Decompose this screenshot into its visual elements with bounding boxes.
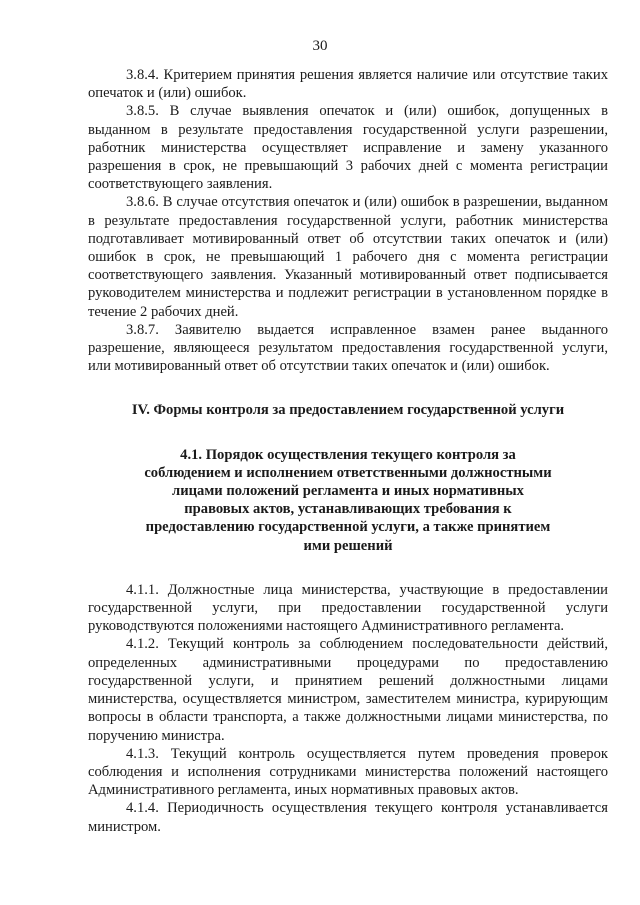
spacer bbox=[88, 420, 608, 446]
subsection-heading: 4.1. Порядок осуществления текущего контроля за соблюдением и исполнением ответственными должностными лицами положений регламента и иных нормативных правовых актов, устанавливающих требования к предоставлению государственной услуги, а также принятием ими решений bbox=[144, 446, 552, 554]
spacer bbox=[88, 555, 608, 581]
paragraph-3-8-6: 3.8.6. В случае отсутствия опечаток и (или) ошибок в разрешении, выданном в результате предоставления государственной услуги, работник министерства подготавливает мотивированный ответ об отсутствии таких опечаток и (или) ошибок в срок, не превышающий 1 рабочего дня с момента регистрации соответствующего заявления. Указанный мотивированный ответ подписывается руководителем министерства и подлежит регистрации в установленном порядке в течение 2 рабочих дней. bbox=[88, 194, 608, 320]
paragraph-3-8-5: 3.8.5. В случае выявления опечаток и (или) ошибок, допущенных в выданном в результате предоставления государственной услуги разрешении, работник министерства осуществляет исправление и замену указанного разрешения в срок, не превышающий 3 рабочих дней с момента регистрации соответствующего заявления. bbox=[88, 103, 608, 193]
paragraph-3-8-7: 3.8.7. Заявителю выдается исправленное взамен ранее выданного разрешение, являющееся результатом предоставления государственной услуги, или мотивированный ответ об отсутствии таких опечаток и (или) ошибок. bbox=[88, 321, 608, 375]
paragraph-4-1-3: 4.1.3. Текущий контроль осуществляется путем проведения проверок соблюдения и исполнения сотрудниками министерства положений настоящего Административного регламента, иных нормативных правовых актов. bbox=[88, 745, 608, 799]
paragraph-4-1-1: 4.1.1. Должностные лица министерства, участвующие в предоставлении государственной услуги, при предоставлении государственной услуги руководствуются положениями настоящего Административного регламента. bbox=[88, 581, 608, 635]
paragraph-3-8-4: 3.8.4. Критерием принятия решения является наличие или отсутствие таких опечаток и (или) ошибок. bbox=[88, 67, 608, 102]
page-number: 30 bbox=[312, 38, 328, 54]
paragraph-4-1-2: 4.1.2. Текущий контроль за соблюдением последовательности действий, определенных административными процедурами по предоставлению государственной услуги, и принятием решений должностными лицами министерства, осуществляется министром, заместителем министра, курирующим вопросы в области транспорта, а также должностными лицами министерства, по поручению министра. bbox=[88, 636, 608, 744]
paragraph-4-1-4: 4.1.4. Периодичность осуществления текущего контроля устанавливается министром. bbox=[88, 800, 608, 835]
section-heading: IV. Формы контроля за предоставлением государственной услуги bbox=[131, 402, 565, 419]
spacer bbox=[88, 375, 608, 401]
document-body bbox=[88, 66, 608, 836]
